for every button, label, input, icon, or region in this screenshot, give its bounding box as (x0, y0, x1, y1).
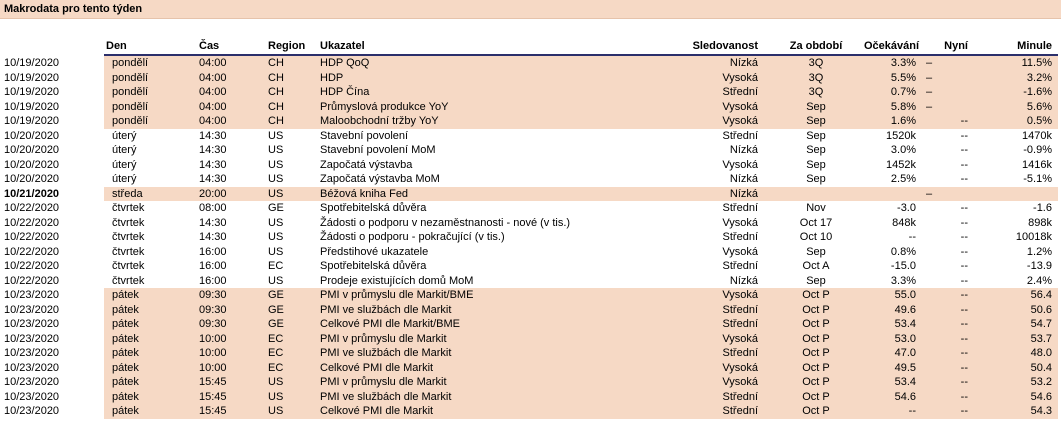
row-den: čtvrtek (112, 216, 145, 229)
row-nyni: -- (918, 332, 978, 347)
row-sledovanost: Nízká (729, 144, 758, 157)
row-minule: 10018k (1015, 231, 1052, 244)
table-row (0, 375, 1058, 390)
row-region: CH (266, 114, 318, 129)
table-row (0, 114, 1058, 129)
row-region: EC (266, 332, 318, 347)
row-den: úterý (112, 173, 137, 186)
table-row (0, 55, 1058, 71)
row-nyni: – (918, 55, 978, 71)
row-ocekavani: 5.8% (862, 100, 918, 115)
row-ukazatel: Spotřebitelská důvěra (320, 260, 427, 273)
row-minule: 50.4 (978, 361, 1058, 376)
row-nyni: -- (918, 361, 978, 376)
row-ocekavani: 3.3% (890, 274, 916, 287)
row-den: pondělí (104, 71, 197, 86)
row-sledovanost: Vysoká (670, 71, 770, 86)
row-ocekavani: -15.0 (890, 260, 916, 273)
row-date: 10/23/2020 (0, 303, 104, 318)
row-nyni: -- (960, 202, 968, 215)
row-cas: 16:00 (199, 260, 227, 273)
row-za-obdobi: Sep (806, 158, 826, 171)
table-row (0, 361, 1058, 376)
row-za-obdobi: 3Q (770, 55, 862, 71)
row-minule: 54.7 (978, 317, 1058, 332)
row-date: 10/23/2020 (0, 390, 104, 405)
row-za-obdobi: Oct A (802, 260, 830, 273)
row-den: pátek (104, 303, 197, 318)
row-ukazatel: Maloobchodní tržby YoY (318, 114, 670, 129)
row-sledovanost: Vysoká (670, 100, 770, 115)
row-ukazatel: Stavební povolení (320, 129, 409, 142)
row-region: US (268, 245, 284, 258)
header-cas: Čas (197, 38, 266, 55)
row-date: 10/20/2020 (0, 129, 104, 144)
row-sledovanost: Střední (670, 317, 770, 332)
table-row (0, 85, 1058, 100)
row-minule: 0.5% (978, 114, 1058, 129)
row-cas: 08:00 (199, 202, 227, 215)
row-nyni: -- (918, 390, 978, 405)
row-date: 10/22/2020 (0, 201, 104, 216)
row-minule: 56.4 (978, 288, 1058, 303)
header-za-obdobi: Za období (770, 38, 862, 55)
row-nyni: – (918, 71, 978, 86)
row-sledovanost: Střední (670, 303, 770, 318)
row-cas: 09:30 (197, 317, 266, 332)
row-minule: 5.6% (978, 100, 1058, 115)
title-bar (0, 0, 1061, 19)
row-date: 10/19/2020 (0, 114, 104, 129)
table-row (0, 274, 1058, 289)
row-cas: 15:45 (197, 390, 266, 405)
table-row (0, 201, 1058, 216)
row-date: 10/22/2020 (0, 216, 104, 231)
row-minule: -13.9 (1026, 260, 1052, 273)
row-za-obdobi: Sep (806, 173, 826, 186)
row-ukazatel: Žádosti o podporu - pokračující (v tis.) (320, 231, 505, 244)
row-cas: 14:30 (199, 129, 227, 142)
row-sledovanost: Vysoká (722, 245, 758, 258)
row-ocekavani: 54.6 (862, 390, 918, 405)
table-row (0, 129, 1058, 144)
row-sledovanost: Střední (722, 231, 758, 244)
table-row (0, 317, 1058, 332)
row-minule: 1416k (1022, 158, 1052, 171)
table-row (0, 158, 1058, 173)
row-den: pátek (104, 332, 197, 347)
row-ukazatel: PMI v průmyslu dle Markit (318, 375, 670, 390)
row-minule: 2.4% (1026, 274, 1052, 287)
row-den: čtvrtek (112, 260, 145, 273)
row-nyni: -- (918, 317, 978, 332)
row-cas: 09:30 (197, 303, 266, 318)
row-cas: 09:30 (197, 288, 266, 303)
row-sledovanost: Střední (722, 260, 758, 273)
row-den: středa (104, 187, 197, 202)
row-region: GE (266, 288, 318, 303)
row-cas: 14:30 (199, 231, 227, 244)
row-ocekavani: 47.0 (862, 346, 918, 361)
row-sledovanost: Střední (670, 404, 770, 419)
row-date: 10/22/2020 (0, 259, 104, 274)
row-region: CH (266, 71, 318, 86)
row-ocekavani: -3.0 (897, 202, 916, 215)
row-sledovanost: Nízká (670, 187, 770, 202)
row-sledovanost: Střední (670, 346, 770, 361)
table-row (0, 332, 1058, 347)
row-nyni: -- (960, 245, 968, 258)
row-za-obdobi: Oct P (770, 303, 862, 318)
row-sledovanost: Vysoká (670, 288, 770, 303)
row-ocekavani: 3.3% (862, 55, 918, 71)
row-den: úterý (112, 129, 137, 142)
row-den: čtvrtek (112, 202, 145, 215)
row-za-obdobi: Oct 10 (799, 231, 833, 244)
row-sledovanost: Vysoká (670, 114, 770, 129)
row-za-obdobi: 3Q (770, 71, 862, 86)
row-ukazatel: Stavební povolení MoM (320, 144, 436, 157)
row-sledovanost: Vysoká (722, 158, 758, 171)
header-sledovanost: Sledovanost (670, 38, 770, 55)
row-region: US (268, 216, 284, 229)
row-minule: 1470k (1022, 129, 1052, 142)
row-region: CH (266, 100, 318, 115)
row-date: 10/22/2020 (0, 245, 104, 260)
row-nyni: -- (960, 260, 968, 273)
row-cas: 04:00 (197, 114, 266, 129)
row-za-obdobi (770, 187, 862, 202)
row-den: čtvrtek (112, 274, 145, 287)
row-ukazatel: HDP (318, 71, 670, 86)
row-ukazatel: PMI v průmyslu dle Markit/BME (318, 288, 670, 303)
row-date: 10/23/2020 (0, 317, 104, 332)
row-region: GE (268, 202, 284, 215)
row-ocekavani (862, 187, 918, 202)
table-row (0, 143, 1058, 158)
row-region: EC (266, 346, 318, 361)
row-ocekavani: -- (908, 231, 916, 244)
row-za-obdobi: Oct P (770, 332, 862, 347)
row-den: pondělí (104, 114, 197, 129)
row-region: EC (266, 361, 318, 376)
row-cas: 04:00 (197, 100, 266, 115)
row-sledovanost: Nízká (670, 55, 770, 71)
row-minule (978, 187, 1058, 202)
row-za-obdobi: Sep (806, 129, 826, 142)
row-minule: 48.0 (978, 346, 1058, 361)
row-cas: 14:30 (199, 216, 227, 229)
row-za-obdobi: Oct P (770, 375, 862, 390)
row-za-obdobi: Sep (770, 100, 862, 115)
row-minule: -0.9% (1023, 144, 1052, 157)
row-date: 10/20/2020 (0, 158, 104, 173)
row-den: pátek (104, 288, 197, 303)
row-region: US (268, 144, 284, 157)
row-date: 10/23/2020 (0, 346, 104, 361)
row-minule: -1.6% (978, 85, 1058, 100)
row-cas: 04:00 (197, 71, 266, 86)
row-za-obdobi: Oct P (770, 346, 862, 361)
table-header-row (0, 38, 1058, 55)
row-den: pátek (104, 346, 197, 361)
header-ocekavani: Očekávání (862, 38, 918, 55)
row-za-obdobi: Sep (806, 274, 826, 287)
row-ukazatel: Spotřebitelská důvěra (320, 202, 427, 215)
row-nyni: – (918, 187, 978, 202)
row-cas: 04:00 (197, 55, 266, 71)
table-row (0, 288, 1058, 303)
macro-data-table (0, 38, 1058, 419)
row-cas: 10:00 (197, 361, 266, 376)
row-date: 10/20/2020 (0, 143, 104, 158)
row-cas: 14:30 (199, 144, 227, 157)
row-za-obdobi: Nov (806, 202, 826, 215)
row-date: 10/23/2020 (0, 288, 104, 303)
row-region: US (266, 375, 318, 390)
row-cas: 16:00 (199, 274, 227, 287)
row-region: US (266, 187, 318, 202)
row-nyni: -- (918, 288, 978, 303)
row-sledovanost: Vysoká (722, 216, 758, 229)
page-title: Makrodata pro tento týden (4, 3, 143, 15)
row-region: CH (266, 55, 318, 71)
row-ukazatel: Předstihové ukazatele (320, 245, 429, 258)
row-den: úterý (112, 144, 137, 157)
row-cas: 10:00 (197, 332, 266, 347)
row-date: 10/23/2020 (0, 332, 104, 347)
row-nyni: -- (960, 216, 968, 229)
row-region: US (268, 274, 284, 287)
row-cas: 15:45 (197, 375, 266, 390)
row-sledovanost: Vysoká (670, 332, 770, 347)
row-za-obdobi: Oct 17 (799, 216, 833, 229)
row-minule: 898k (1028, 216, 1052, 229)
row-date: 10/23/2020 (0, 404, 104, 419)
row-minule: 54.6 (978, 390, 1058, 405)
header-minule: Minule (978, 38, 1058, 55)
header-date (0, 38, 104, 55)
row-sledovanost: Střední (722, 202, 758, 215)
row-cas: 04:00 (197, 85, 266, 100)
table-row (0, 216, 1058, 231)
header-den: Den (104, 38, 197, 55)
row-nyni: -- (960, 144, 968, 157)
row-sledovanost: Střední (722, 129, 758, 142)
row-sledovanost: Střední (670, 390, 770, 405)
row-region: GE (266, 303, 318, 318)
row-ukazatel: PMI v průmyslu dle Markit (318, 332, 670, 347)
row-ukazatel: Průmyslová produkce YoY (318, 100, 670, 115)
row-cas: 20:00 (197, 187, 266, 202)
row-ukazatel: PMI ve službách dle Markit (318, 346, 670, 361)
table-row (0, 303, 1058, 318)
row-cas: 15:45 (197, 404, 266, 419)
table-row (0, 404, 1058, 419)
row-ukazatel: Prodeje existujících domů MoM (320, 274, 474, 287)
row-region: US (266, 404, 318, 419)
header-nyni: Nyní (918, 38, 978, 55)
row-ukazatel: PMI ve službách dle Markit (318, 390, 670, 405)
row-nyni: -- (918, 303, 978, 318)
row-za-obdobi: Sep (770, 114, 862, 129)
row-minule: 53.7 (978, 332, 1058, 347)
row-date: 10/23/2020 (0, 375, 104, 390)
row-date: 10/22/2020 (0, 230, 104, 245)
row-ukazatel: PMI ve službách dle Markit (318, 303, 670, 318)
table-row (0, 187, 1058, 202)
row-ocekavani: 1452k (886, 158, 916, 171)
row-za-obdobi: Sep (806, 144, 826, 157)
row-region: GE (266, 317, 318, 332)
row-region: US (268, 173, 284, 186)
row-nyni: -- (960, 274, 968, 287)
row-nyni: -- (918, 375, 978, 390)
row-sledovanost: Střední (670, 85, 770, 100)
row-date: 10/19/2020 (0, 85, 104, 100)
table-row (0, 230, 1058, 245)
row-cas: 10:00 (197, 346, 266, 361)
row-ocekavani: 49.5 (862, 361, 918, 376)
row-den: čtvrtek (112, 231, 145, 244)
row-cas: 16:00 (199, 245, 227, 258)
row-ocekavani: 53.4 (862, 375, 918, 390)
table-row (0, 245, 1058, 260)
row-ocekavani: 49.6 (862, 303, 918, 318)
row-ocekavani: 0.8% (890, 245, 916, 258)
row-den: pátek (104, 361, 197, 376)
row-region: US (268, 231, 284, 244)
row-ocekavani: 0.7% (862, 85, 918, 100)
row-ocekavani: 2.5% (890, 173, 916, 186)
row-region: US (266, 390, 318, 405)
row-za-obdobi: Oct P (770, 361, 862, 376)
table-row (0, 71, 1058, 86)
row-ukazatel: HDP Čína (318, 85, 670, 100)
row-ukazatel: Celkové PMI dle Markit (318, 404, 670, 419)
row-ocekavani: 55.0 (862, 288, 918, 303)
row-minule: -1.6 (1033, 202, 1052, 215)
row-den: pondělí (104, 100, 197, 115)
row-sledovanost: Vysoká (670, 375, 770, 390)
row-ukazatel: Započatá výstavba MoM (320, 173, 440, 186)
row-ocekavani: -- (862, 404, 918, 419)
row-nyni: -- (918, 404, 978, 419)
row-za-obdobi: Sep (806, 245, 826, 258)
row-den: pátek (104, 317, 197, 332)
row-sledovanost: Vysoká (670, 361, 770, 376)
row-sledovanost: Nízká (729, 274, 758, 287)
row-cas: 14:30 (199, 173, 227, 186)
row-nyni: -- (960, 129, 968, 142)
row-za-obdobi: Oct P (770, 390, 862, 405)
row-nyni: – (918, 85, 978, 100)
row-date: 10/20/2020 (0, 172, 104, 187)
row-den: pondělí (104, 55, 197, 71)
row-den: čtvrtek (112, 245, 145, 258)
row-date: 10/21/2020 (0, 187, 104, 202)
table-body (0, 55, 1058, 419)
row-region: US (268, 129, 284, 142)
row-den: pondělí (104, 85, 197, 100)
row-cas: 14:30 (199, 158, 227, 171)
table-row (0, 100, 1058, 115)
row-minule: 53.2 (978, 375, 1058, 390)
row-nyni: -- (918, 114, 978, 129)
row-region: US (268, 158, 284, 171)
row-za-obdobi: Oct P (770, 317, 862, 332)
row-ukazatel: HDP QoQ (318, 55, 670, 71)
row-nyni: -- (918, 346, 978, 361)
row-ocekavani: 53.0 (862, 332, 918, 347)
row-nyni: -- (960, 158, 968, 171)
row-den: pátek (104, 390, 197, 405)
row-ocekavani: 1.6% (862, 114, 918, 129)
header-region: Region (266, 38, 318, 55)
row-ukazatel: Žádosti o podporu v nezaměstnanosti - nové (v tis.) (320, 216, 571, 229)
row-date: 10/22/2020 (0, 274, 104, 289)
row-za-obdobi: Oct P (770, 288, 862, 303)
row-date: 10/19/2020 (0, 71, 104, 86)
row-nyni: – (918, 100, 978, 115)
row-den: pátek (104, 404, 197, 419)
row-region: EC (268, 260, 284, 273)
row-minule: 3.2% (978, 71, 1058, 86)
row-den: pátek (104, 375, 197, 390)
row-ocekavani: 848k (892, 216, 916, 229)
table-row (0, 390, 1058, 405)
row-nyni: -- (960, 173, 968, 186)
row-minule: -5.1% (1023, 173, 1052, 186)
row-ocekavani: 1520k (886, 129, 916, 142)
row-date: 10/19/2020 (0, 100, 104, 115)
row-minule: 50.6 (978, 303, 1058, 318)
row-den: úterý (112, 158, 137, 171)
table-row (0, 172, 1058, 187)
row-nyni: -- (960, 231, 968, 244)
row-ukazatel: Započatá výstavba (320, 158, 413, 171)
row-date: 10/19/2020 (0, 55, 104, 71)
row-date: 10/23/2020 (0, 361, 104, 376)
row-ukazatel: Celkové PMI dle Markit/BME (318, 317, 670, 332)
table-row (0, 346, 1058, 361)
row-ocekavani: 5.5% (862, 71, 918, 86)
row-minule: 11.5% (978, 55, 1058, 71)
row-za-obdobi: 3Q (770, 85, 862, 100)
row-ukazatel: Celkové PMI dle Markit (318, 361, 670, 376)
row-ocekavani: 3.0% (890, 144, 916, 157)
row-region: CH (266, 85, 318, 100)
row-minule: 1.2% (1026, 245, 1052, 258)
row-ocekavani: 53.4 (862, 317, 918, 332)
row-sledovanost: Nízká (729, 173, 758, 186)
row-minule: 54.3 (978, 404, 1058, 419)
table-row (0, 259, 1058, 274)
row-za-obdobi: Oct P (770, 404, 862, 419)
header-ukazatel: Ukazatel (318, 38, 670, 55)
row-ukazatel: Béžová kniha Fed (318, 187, 670, 202)
